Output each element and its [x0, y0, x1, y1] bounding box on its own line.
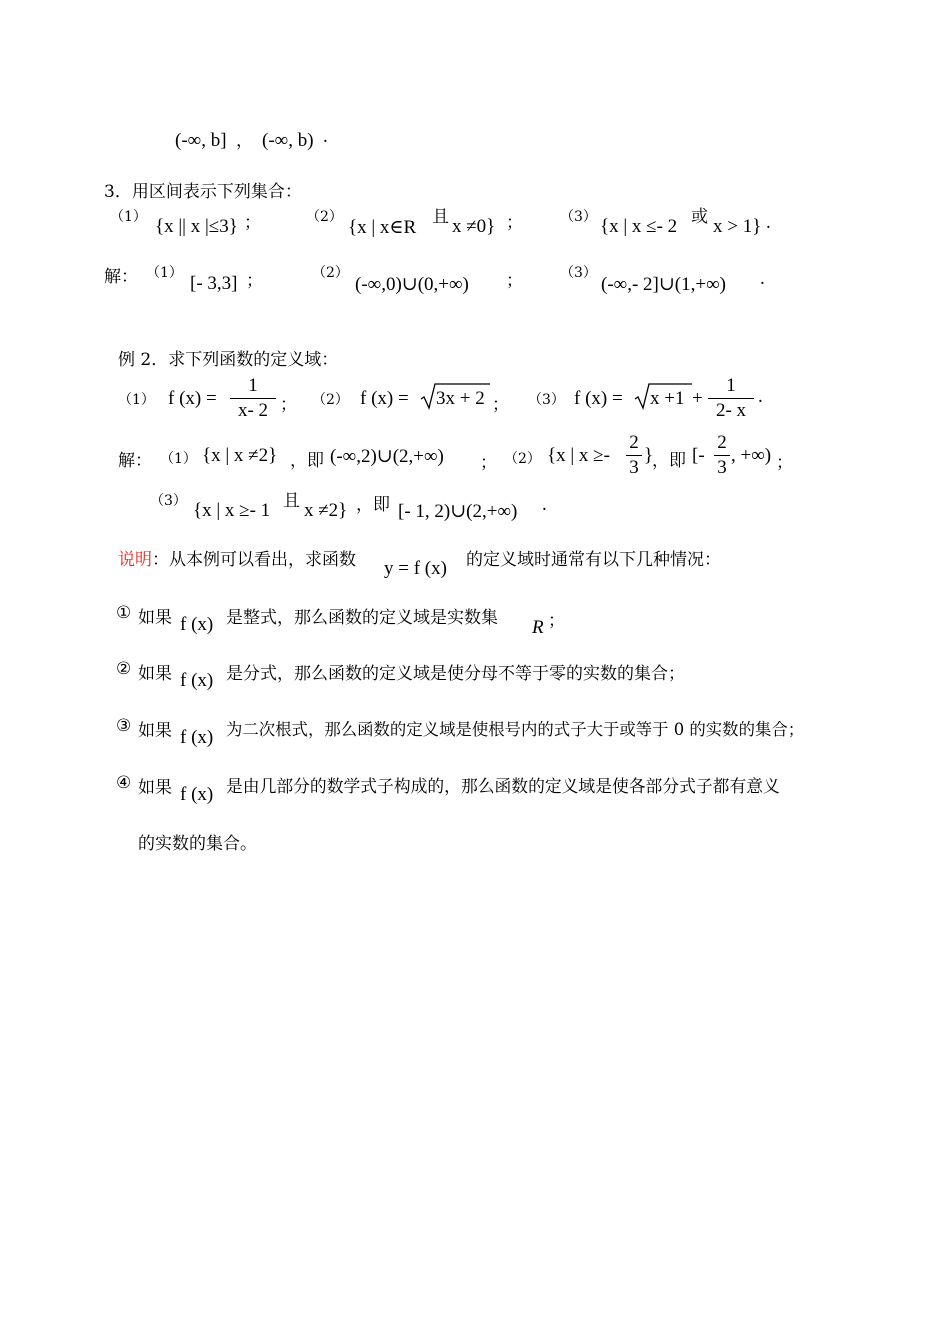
- fraction-bar: [708, 398, 754, 399]
- ex-q3-numerator: 1: [726, 375, 736, 396]
- ex-q2-tail: ；: [492, 395, 509, 415]
- ex-a1-tail: ；: [480, 453, 497, 473]
- case-2-mark: ②: [116, 659, 132, 679]
- example-2-heading: 例 2．求下列函数的定义域：: [118, 350, 339, 370]
- ex-a3-tail: .: [542, 494, 547, 515]
- case-1-fx: f (x): [180, 614, 214, 635]
- fraction-bar: [714, 455, 730, 456]
- ex-q2-sqrt: [420, 382, 490, 410]
- a2-interval: (-∞,0)∪(0,+∞): [355, 274, 469, 295]
- interval-left-open: (-∞, b): [262, 130, 314, 151]
- ex-q2-number: （2）: [312, 392, 349, 408]
- case-3-pre: 如果: [138, 721, 172, 741]
- ex-q3-radicand: x +1: [650, 388, 685, 409]
- ex-a2-interval-fraction: [714, 432, 730, 479]
- ex-a2-interval-start: [-: [692, 445, 705, 466]
- ex-a2-interval-numerator: 2: [717, 432, 727, 453]
- ex-q3-sqrt: [634, 382, 692, 410]
- q1-set: {x || x |≤3}: [155, 216, 238, 237]
- answer-label-ex2: 解：: [118, 451, 152, 471]
- ex-q3-fraction: [708, 375, 754, 422]
- ex-q3-plus: +: [692, 388, 703, 409]
- ex-q1-number: （1）: [118, 392, 155, 408]
- q1-tail: ；: [244, 213, 261, 233]
- a2-tail: ；: [506, 271, 523, 291]
- answer-label-3: 解：: [104, 267, 138, 287]
- q1-number: （1）: [110, 209, 147, 225]
- ex-q1-lhs: f (x) =: [168, 388, 217, 409]
- ex-a2-ie: ，即: [652, 451, 686, 471]
- case-3-text: 为二次根式，那么函数的定义域是使根号内的式子大于或等于 0 的实数的集合；: [226, 720, 805, 739]
- note-label: 说明: [118, 550, 152, 570]
- ex-a3-interval: [- 1, 2)∪(2,+∞): [398, 501, 518, 522]
- ex-a2-numerator: 2: [629, 432, 639, 453]
- ex-q3-number: （3）: [528, 392, 565, 408]
- ex-q3-tail: .: [758, 386, 763, 407]
- interval-left-closed: (-∞, b]: [175, 130, 227, 151]
- ex-a3-number: （3）: [150, 493, 187, 509]
- ex-a1-number: （1）: [160, 451, 197, 467]
- ex-a3-connector: 且: [283, 491, 300, 511]
- ex-q1-tail: ；: [280, 395, 297, 415]
- q2-tail: ；: [506, 213, 523, 233]
- case-3-fx: f (x): [180, 727, 214, 748]
- ex-a1-ie: ，即: [290, 451, 324, 471]
- a3-interval: (-∞,- 2]∪(1,+∞): [601, 274, 726, 295]
- a1-tail: ；: [246, 271, 263, 291]
- q3-number: （3）: [560, 209, 597, 225]
- q2-set-b: x ≠0}: [452, 216, 496, 237]
- q3-set-b: x > 1}: [713, 216, 762, 237]
- ex-a3-ie: ，即: [356, 495, 390, 515]
- ex-q2-lhs: f (x) =: [360, 388, 409, 409]
- case-4-mark: ④: [116, 773, 132, 793]
- ex-a1-interval: (-∞,2)∪(2,+∞): [330, 446, 444, 467]
- q3-set-a: {x | x ≤- 2: [600, 216, 678, 237]
- q2-connector: 且: [432, 207, 449, 227]
- q3-connector: 或: [691, 207, 708, 227]
- case-1-pre: 如果: [138, 608, 172, 628]
- a3-number: （3）: [560, 265, 597, 281]
- case-4-fx: f (x): [180, 784, 214, 805]
- ex-q1-fraction: [230, 375, 276, 422]
- note-intro-function: y = f (x): [384, 558, 447, 579]
- case-3-mark: ③: [116, 716, 132, 736]
- fraction-bar: [626, 455, 642, 456]
- q2-set-a: {x | x∈R: [348, 217, 417, 238]
- a1-number: （1）: [146, 265, 183, 281]
- a2-number: （2）: [312, 265, 349, 281]
- case-2-pre: 如果: [138, 664, 172, 684]
- case-1-tail: ；: [548, 611, 565, 631]
- case-4-continuation: 的实数的集合。: [138, 834, 257, 854]
- ex-a2-tail: ；: [776, 453, 793, 473]
- a3-tail: .: [760, 268, 765, 289]
- q3-tail: .: [766, 212, 771, 233]
- case-1-mark: ①: [116, 603, 132, 623]
- ex-a2-interval-denominator: 3: [717, 457, 727, 478]
- case-2-fx: f (x): [180, 670, 214, 691]
- ex-q1-denominator: x- 2: [237, 400, 269, 421]
- ex-a2-fraction: [626, 432, 642, 479]
- ex-q2-radicand: 3x + 2: [436, 388, 485, 409]
- note-intro-b: 的定义域时通常有以下几种情况：: [466, 550, 721, 570]
- case-4-pre: 如果: [138, 778, 172, 798]
- ex-a1-set: {x | x ≠2}: [202, 445, 278, 466]
- fraction-bar: [230, 398, 276, 399]
- note-intro-a: ：从本例可以看出，求函数: [152, 550, 356, 570]
- case-1-text: 是整式，那么函数的定义域是实数集: [226, 608, 498, 628]
- ex-q3-lhs: f (x) =: [574, 388, 623, 409]
- ex-q3-denominator: 2- x: [715, 400, 747, 421]
- a1-interval: [- 3,3]: [190, 273, 238, 294]
- case-2-text: 是分式，那么函数的定义域是使分母不等于零的实数的集合；: [226, 664, 685, 684]
- ex-a2-close: }: [644, 445, 654, 466]
- ex-q1-numerator: 1: [248, 375, 258, 396]
- comma: ，: [236, 131, 253, 151]
- q2-number: （2）: [306, 209, 343, 225]
- ex-a2-denominator: 3: [629, 457, 639, 478]
- period: .: [323, 126, 328, 147]
- case-4-text: 是由几部分的数学式子构成的，那么函数的定义域是使各部分式子都有意义: [226, 776, 780, 796]
- ex-a3-set-b: x ≠2}: [304, 500, 348, 521]
- section-3-heading: 3．用区间表示下列集合：: [104, 182, 302, 202]
- ex-a2-set: {x | x ≥-: [547, 445, 610, 466]
- ex-a2-number: （2）: [504, 451, 541, 467]
- case-1-real-set: R: [532, 617, 544, 638]
- ex-a2-interval-end: , +∞): [731, 445, 772, 466]
- ex-a3-set-a: {x | x ≥- 1: [193, 500, 271, 521]
